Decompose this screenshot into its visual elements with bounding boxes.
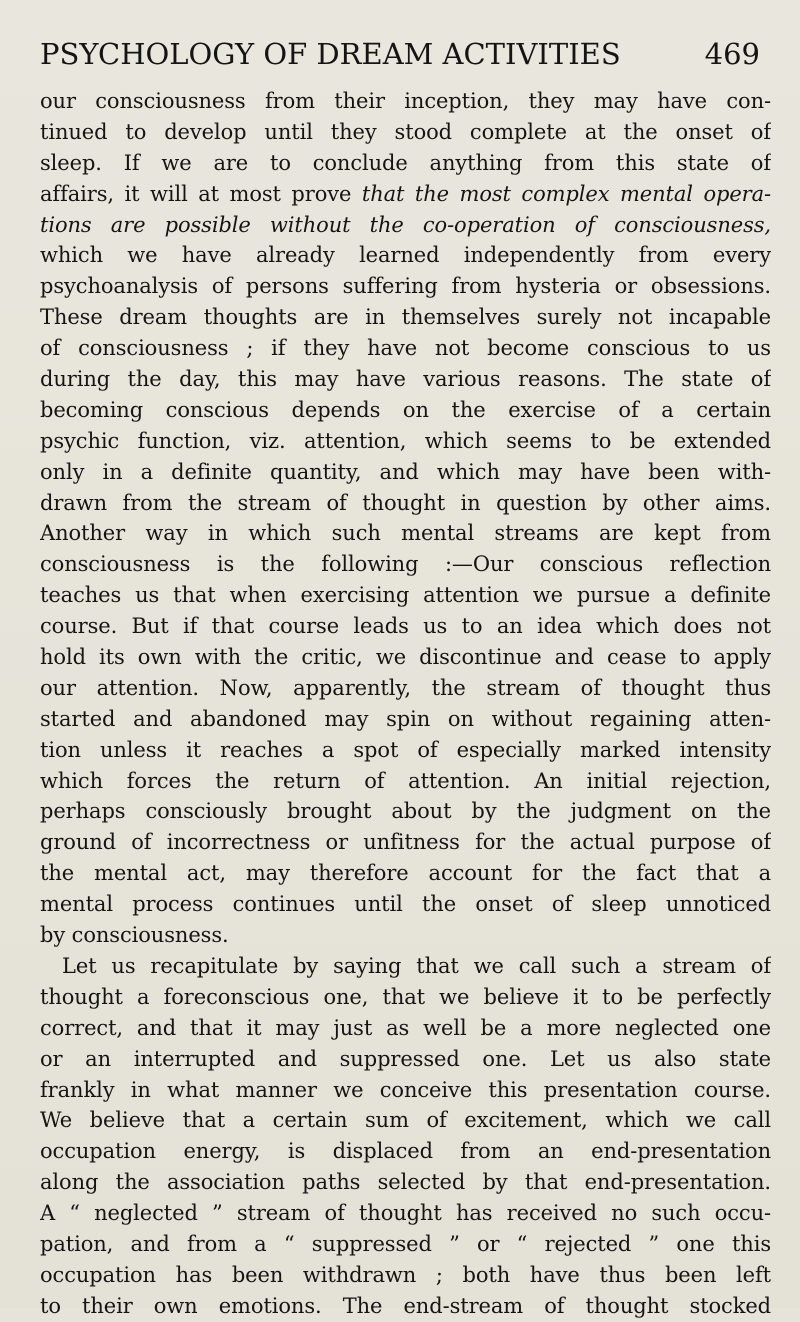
text-line: the mental act, may therefore account for the fact that a xyxy=(40,861,771,886)
running-title: PSYCHOLOGY OF DREAM ACTIVITIES xyxy=(40,37,621,71)
text-line: frankly in what manner we conceive this presentation course. xyxy=(40,1077,771,1102)
text-line: correct, and that it may just as well be a more neglected one xyxy=(40,1015,771,1040)
text-line: sleep. If we are to conclude anything from this state of xyxy=(40,150,771,175)
text-line: becoming conscious depends on the exercise of a certain xyxy=(40,397,771,422)
text-line: pation, and from a “ suppressed ” or “ rejected ” one this xyxy=(40,1231,771,1256)
text-line: which we have already learned independently from every xyxy=(40,243,771,268)
text-line: occupation energy, is displaced from an end-presentation xyxy=(40,1139,771,1164)
text-line: tion unless it reaches a spot of especially marked intensity xyxy=(40,737,771,762)
text-line xyxy=(40,179,771,210)
text-line: ground of incorrectness or unfitness for the actual purpose of xyxy=(40,830,771,855)
text-line: to their own emotions. The end-stream of thought stocked xyxy=(40,1293,771,1318)
text-line: psychic function, viz. attention, which seems to be extended xyxy=(40,428,771,453)
text-line: occupation has been withdrawn ; both have thus been left xyxy=(40,1262,771,1287)
text-line: which forces the return of attention. An initial rejection, xyxy=(40,768,771,793)
text-line: A “ neglected ” stream of thought has received no such occu- xyxy=(40,1201,771,1226)
text-line: Let us recapitulate by saying that we call such a stream of xyxy=(62,953,771,978)
page-number: 469 xyxy=(704,37,760,71)
text-run: affairs, it will at most prove xyxy=(40,181,362,206)
text-line: started and abandoned may spin on without regaining atten- xyxy=(40,706,771,731)
text-line: only in a definite quantity, and which may have been with- xyxy=(40,459,771,484)
text-line: These dream thoughts are in themselves surely not incapable xyxy=(40,305,771,330)
running-head xyxy=(40,34,760,74)
text-line: during the day, this may have various reasons. The state of xyxy=(40,367,771,392)
text-line: or an interrupted and suppressed one. Let us also state xyxy=(40,1046,771,1071)
text-line: hold its own with the critic, we discontinue and cease to apply xyxy=(40,645,771,670)
text-line: mental process continues until the onset of sleep unnoticed xyxy=(40,892,771,917)
italic-text-run: tions are possible without the co-operation of consciousness, xyxy=(40,212,771,237)
text-line: drawn from the stream of thought in question by other aims. xyxy=(40,490,771,515)
italic-text-run: that the most complex mental opera- xyxy=(361,181,771,206)
text-line: Another way in which such mental streams are kept from xyxy=(40,521,771,546)
body-text xyxy=(40,86,771,1322)
text-line xyxy=(40,210,771,241)
text-line: perhaps consciously brought about by the judgment on the xyxy=(40,799,771,824)
text-line: consciousness is the following :—Our conscious reflection xyxy=(40,552,771,577)
text-line: our attention. Now, apparently, the stream of thought thus xyxy=(40,675,771,700)
text-line: our consciousness from their inception, they may have con- xyxy=(40,89,771,113)
text-line: by consciousness. xyxy=(40,923,229,948)
text-line: psychoanalysis of persons suffering from hysteria or obsessions. xyxy=(40,274,771,299)
text-line: course. But if that course leads us to an idea which does not xyxy=(40,614,771,639)
text-line: of consciousness ; if they have not become conscious to us xyxy=(40,336,771,361)
text-line: thought a foreconscious one, that we believe it to be perfectly xyxy=(40,984,771,1009)
text-line: along the association paths selected by that end-presentation. xyxy=(40,1170,771,1195)
text-line: teaches us that when exercising attention we pursue a definite xyxy=(40,583,771,608)
text-line: We believe that a certain sum of excitement, which we call xyxy=(40,1108,771,1133)
text-line: tinued to develop until they stood complete at the onset of xyxy=(40,119,771,144)
